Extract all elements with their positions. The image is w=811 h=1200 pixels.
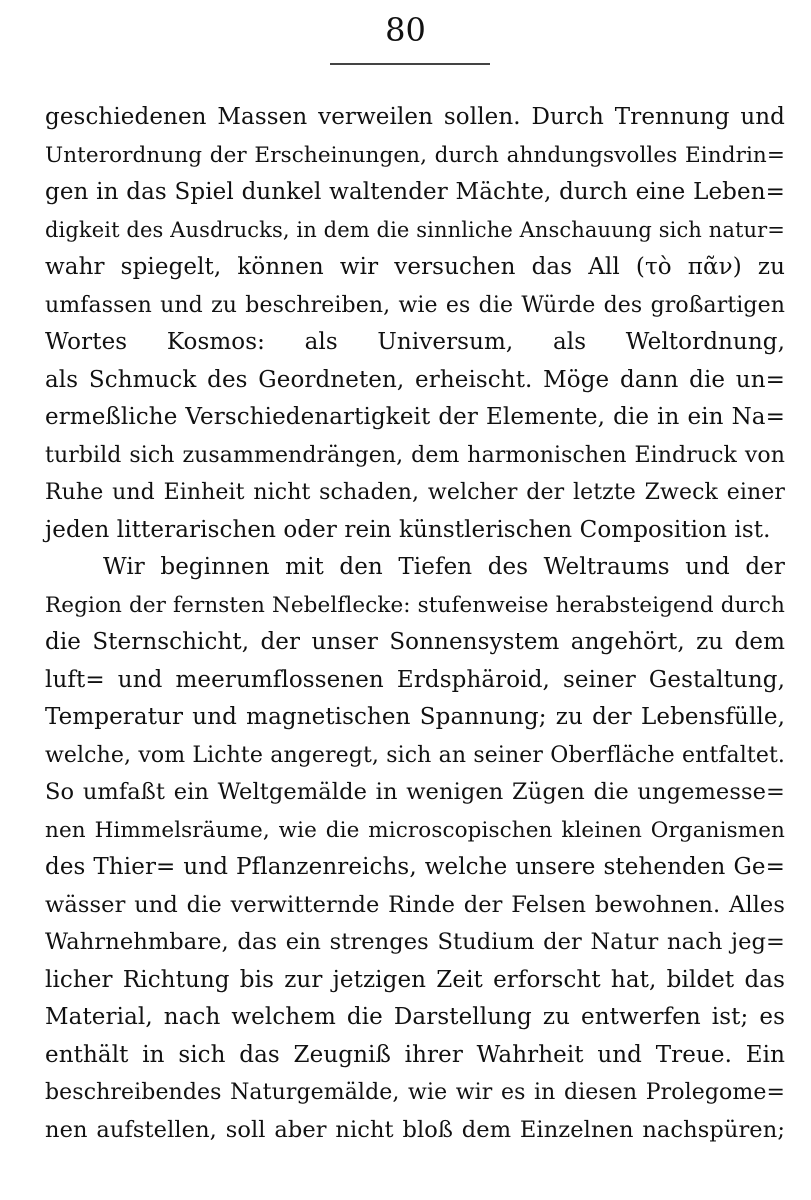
text-line: als Schmuck des Geordneten, erheischt. Möge dann die un=	[45, 366, 785, 393]
text-line: digkeit des Ausdrucks, in dem die sinnliche Anschauung sich natur=	[45, 217, 785, 242]
text-line: Wir beginnen mit den Tiefen des Weltraums und der	[103, 554, 785, 580]
page-number: 80	[385, 11, 426, 49]
text-line: gen in das Spiel dunkel waltender Mächte, durch eine Leben=	[45, 179, 785, 205]
text-line: wahr spiegelt, können wir versuchen das All (τὸ πᾶν) zu	[45, 254, 785, 280]
text-line: geschiedenen Massen verweilen sollen. Durch Trennung und	[45, 104, 785, 130]
text-line: Unterordnung der Erscheinungen, durch ahndungsvolles Eindrin=	[45, 142, 785, 168]
text-line: nen Himmelsräume, wie die microscopischen kleinen Organismen	[45, 817, 785, 843]
text-line: Region der fernsten Nebelflecke: stufenweise herabsteigend durch	[45, 592, 785, 618]
text-line: die Sternschicht, der unser Sonnensystem angehört, zu dem	[45, 629, 785, 655]
text-line: nen aufstellen, soll aber nicht bloß dem Einzelnen nachspüren;	[45, 1116, 785, 1143]
text-line: wässer und die verwitternde Rinde der Felsen bewohnen. Alles	[45, 891, 785, 918]
text-line: Temperatur und magnetischen Spannung; zu der Lebensfülle,	[45, 704, 785, 730]
text-line: Material, nach welchem die Darstellung zu entwerfen ist; es	[45, 1004, 785, 1030]
text-line: beschreibendes Naturgemälde, wie wir es in diesen Prolegome=	[45, 1080, 785, 1105]
text-line: Wahrnehmbare, das ein strenges Studium der Natur nach jeg=	[45, 929, 785, 955]
text-line: des Thier= und Pflanzenreichs, welche unsere stehenden Ge=	[45, 854, 785, 880]
paragraph-1	[45, 99, 785, 549]
body-text	[45, 99, 785, 1149]
text-line: luft= und meerumflossenen Erdsphäroid, seiner Gestaltung,	[45, 666, 785, 693]
text-line: ermeßliche Verschiedenartigkeit der Elemente, die in ein Na=	[45, 404, 785, 430]
header-rule	[330, 63, 490, 65]
text-line: Ruhe und Einheit nicht schaden, welcher der letzte Zweck einer	[45, 480, 785, 505]
text-line: licher Richtung bis zur jetzigen Zeit erforscht hat, bildet das	[45, 966, 785, 993]
text-line: jeden litterarischen oder rein künstlerischen Composition ist.	[45, 516, 771, 543]
paragraph-2	[45, 549, 785, 1149]
text-line: turbild sich zusammendrängen, dem harmonischen Eindruck von	[45, 442, 785, 468]
text-line: welche, vom Lichte angeregt, sich an seiner Oberfläche entfaltet.	[45, 742, 785, 768]
text-line: Wortes Kosmos: als Universum, als Weltordnung,	[45, 329, 785, 355]
text-line: umfassen und zu beschreiben, wie es die Würde des großartigen	[45, 292, 785, 318]
text-line: enthält in sich das Zeugniß ihrer Wahrheit und Treue. Ein	[45, 1041, 785, 1068]
text-line: So umfaßt ein Weltgemälde in wenigen Zügen die ungemesse=	[45, 779, 785, 805]
